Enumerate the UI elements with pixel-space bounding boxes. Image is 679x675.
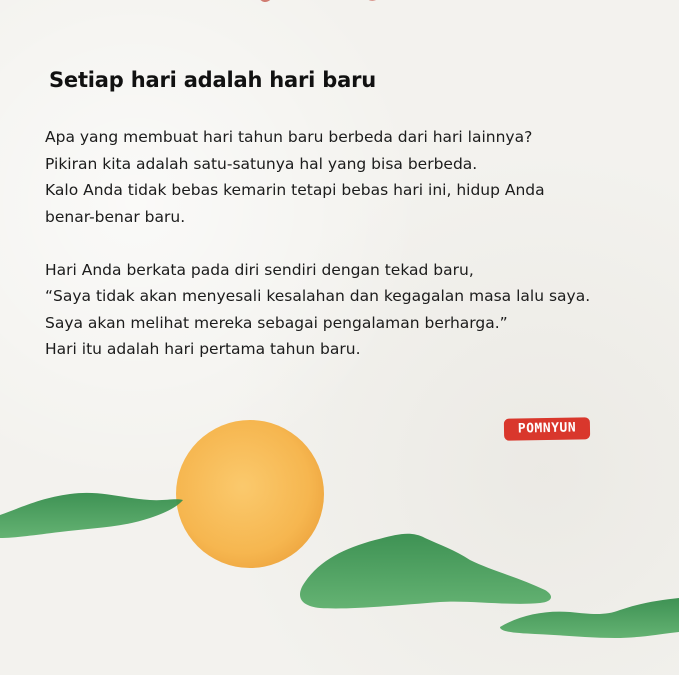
text-line: “Saya tidak akan menyesali kesalahan dan kegagalan masa lalu saya. [45,287,591,305]
sunrise-illustration [0,420,679,675]
text-line: Hari Anda berkata pada diri sendiri dengan tekad baru, [45,260,474,279]
text-line: benar-benar baru. [45,207,186,226]
text-line: Kalo Anda tidak bebas kemarin tetapi bebas hari ini, hidup Anda [45,181,545,199]
body-text [45,124,645,363]
page-title: Setiap hari adalah hari baru [49,68,377,92]
middle-hill-icon [300,534,551,609]
pomnyun-stamp-logo: POMNYUN [504,417,590,440]
text-line: Saya akan melihat mereka sebagai pengalaman berharga.” [45,313,508,332]
top-decoration [250,0,390,8]
right-hill-icon [500,598,679,638]
text-line: Apa yang membuat hari tahun baru berbeda dari hari lainnya? [45,128,533,146]
left-hill-icon [0,493,183,538]
text-line: Pikiran kita adalah satu-satunya hal yang bisa berbeda. [45,154,478,173]
sun-icon [176,420,324,568]
paragraph-gap [45,230,645,257]
text-line: Hari itu adalah hari pertama tahun baru. [45,340,361,358]
